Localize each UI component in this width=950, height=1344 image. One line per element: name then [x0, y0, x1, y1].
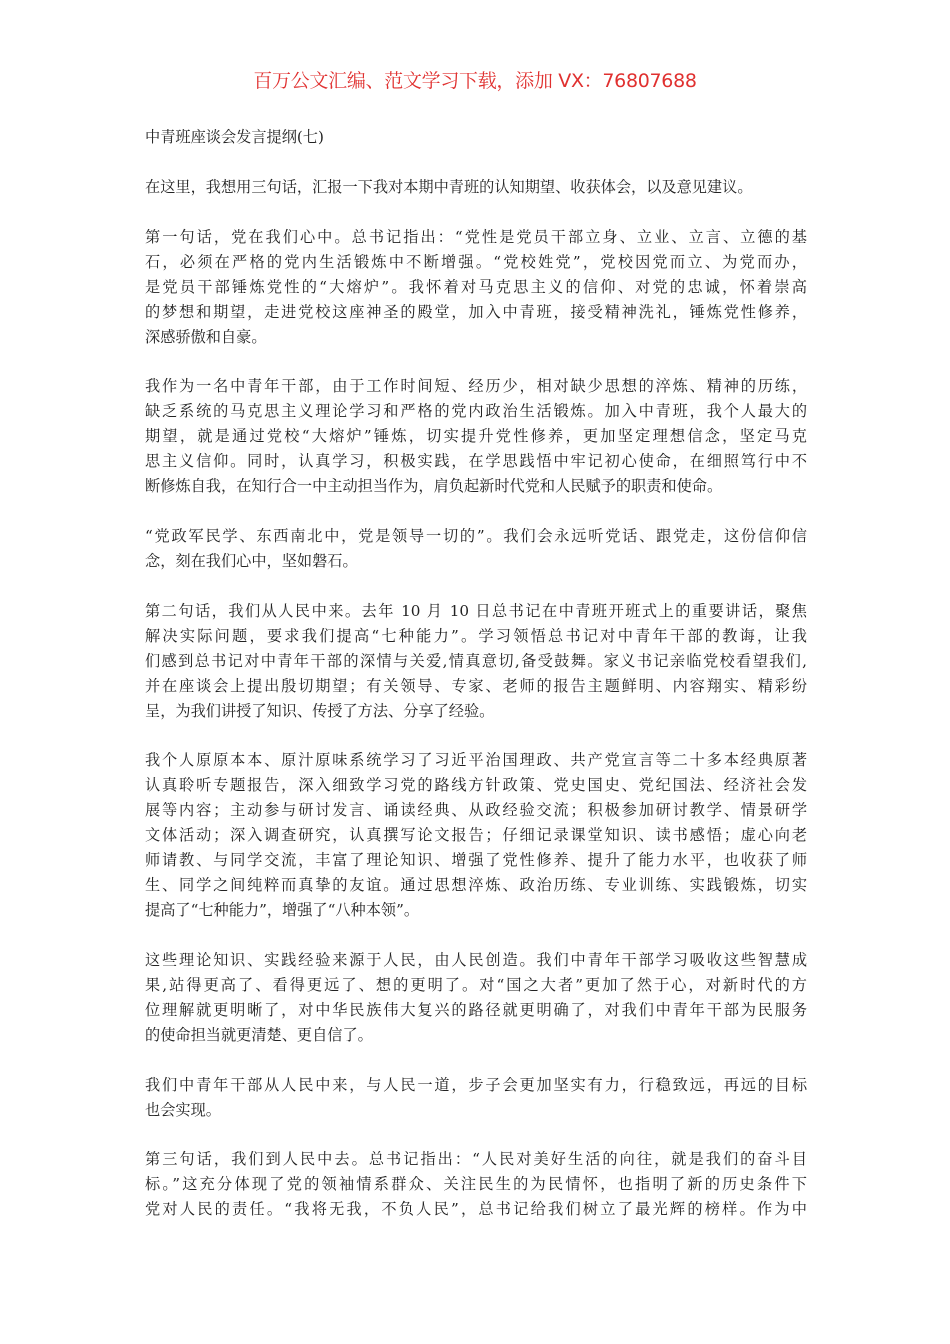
paragraph-line: 念，刻在我们心中，坚如磐石。	[145, 551, 358, 570]
paragraph-line: 我作为一名中青年干部，由于工作时间短、经历少，相对缺少思想的淬炼、精神的历练，	[145, 377, 807, 396]
paragraph-line: 第三句话，我们到人民中去。总书记指出：“人民对美好生活的向往，就是我们的奋斗目	[145, 1150, 807, 1169]
paragraph	[145, 1073, 807, 1123]
paragraph-line: 认真聆听专题报告，深入细致学习党的路线方针政策、党史国史、党纪国法、经济社会发	[145, 776, 807, 795]
paragraph-line: 深感骄傲和自豪。	[145, 327, 267, 346]
paragraph-line: 的使命担当就更清楚、更自信了。	[145, 1025, 373, 1044]
paragraph-line: 展等内容；主动参与研讨发言、诵读经典、从政经验交流；积极参加研讨教学、情景研学	[145, 801, 807, 820]
paragraph-line: 文体活动；深入调查研究，认真撰写论文报告；仔细记录课堂知识、读书感悟；虚心向老	[145, 826, 807, 845]
title-text: 中青班座谈会发言提纲(七)	[145, 128, 324, 146]
paragraph	[145, 948, 807, 1048]
document-body	[145, 125, 807, 1247]
paragraph-line: 第一句话，党在我们心中。总书记指出：“党性是党员干部立身、立业、立言、立德的基	[145, 227, 807, 246]
paragraph-line: 我个人原原本本、原汁原味系统学习了习近平治国理政、共产党宣言等二十多本经典原著	[145, 751, 807, 770]
paragraph-line: 思主义信仰。同时，认真学习，积极实践，在学思践悟中牢记初心使命，在细照笃行中不	[145, 452, 807, 471]
paragraph-line: 师请教、与同学交流，丰富了理论知识、增强了党性修养、提升了能力水平，也收获了师	[145, 851, 807, 870]
paragraph-line: 果,站得更高了、看得更远了、想的更明了。对“国之大者”更加了然于心，对新时代的方	[145, 975, 807, 994]
paragraph-line: “党政军民学、东西南北中，党是领导一切的”。我们会永远听党话、跟党走，这份信仰信	[145, 527, 807, 545]
paragraph-line: 们感到总书记对中青年干部的深情与关爱,情真意切,备受鼓舞。家义书记亲临党校看望我们,	[145, 651, 807, 670]
paragraph	[145, 225, 807, 350]
paragraph-line: 解决实际问题，要求我们提高“七种能力”。学习领悟总书记对中青年干部的教诲，让我	[145, 626, 807, 645]
document-title	[145, 125, 807, 150]
paragraph	[145, 175, 807, 200]
paragraph-line: 标。”这充分体现了党的领袖情系群众、关注民生的为民情怀，也指明了新的历史条件下	[145, 1175, 807, 1194]
paragraph-line: 期望，就是通过党校“大熔炉”锤炼，切实提升党性修养，更加坚定理想信念，坚定马克	[145, 427, 807, 446]
paragraph-line: 并在座谈会上提出殷切期望；有关领导、专家、老师的报告主题鲜明、内容翔实、精彩纷	[145, 676, 807, 695]
paragraph-line: 位理解就更明晰了，对中华民族伟大复兴的路径就更明确了，对我们中青年干部为民服务	[145, 1000, 807, 1019]
paragraph-line: 这些理论知识、实践经验来源于人民，由人民创造。我们中青年干部学习吸收这些智慧成	[145, 950, 807, 969]
paragraph-line: 提高了“七种能力”，增强了“八种本领”。	[145, 901, 420, 920]
paragraph-line: 缺乏系统的马克思主义理论学习和严格的党内政治生活锻炼。加入中青班，我个人最大的	[145, 402, 807, 421]
paragraph-line: 第二句话，我们从人民中来。去年 10 月 10 日总书记在中青班开班式上的重要讲话，聚焦	[145, 601, 807, 620]
paragraph-line: 石，必须在严格的党内生活锻炼中不断增强。“党校姓党”，党校因党而立、为党而办，	[145, 252, 807, 271]
paragraph-line: 也会实现。	[145, 1100, 221, 1119]
watermark-banner: 百万公文汇编、范文学习下载，添加 VX：76807688	[253, 70, 697, 92]
paragraph-line: 生、同学之间纯粹而真挚的友谊。通过思想淬炼、政治历练、专业训练、实践锻炼，切实	[145, 876, 807, 895]
paragraph	[145, 1147, 807, 1222]
paragraph-line: 我们中青年干部从人民中来，与人民一道，步子会更加坚实有力，行稳致远，再远的目标	[145, 1075, 807, 1094]
paragraph-line: 断修炼自我，在知行合一中主动担当作为，肩负起新时代党和人民赋予的职责和使命。	[145, 477, 723, 496]
paragraph-line: 在这里，我想用三句话，汇报一下我对本期中青班的认知期望、收获体会，以及意见建议。	[145, 177, 753, 196]
paragraph-line: 党对人民的责任。“我将无我，不负人民”，总书记给我们树立了最光辉的榜样。作为中	[145, 1200, 807, 1219]
paragraph-line: 的梦想和期望，走进党校这座神圣的殿堂，加入中青班，接受精神洗礼，锤炼党性修养，	[145, 302, 807, 321]
paragraphs	[145, 175, 807, 1222]
paragraph	[145, 599, 807, 724]
paragraph	[145, 748, 807, 923]
paragraph	[145, 374, 807, 499]
paragraph-line: 呈，为我们讲授了知识、传授了方法、分享了经验。	[145, 701, 495, 720]
paragraph-line: 是党员干部锤炼党性的“大熔炉”。我怀着对马克思主义的信仰、对党的忠诚，怀着崇高	[145, 277, 807, 296]
paragraph	[145, 524, 807, 574]
